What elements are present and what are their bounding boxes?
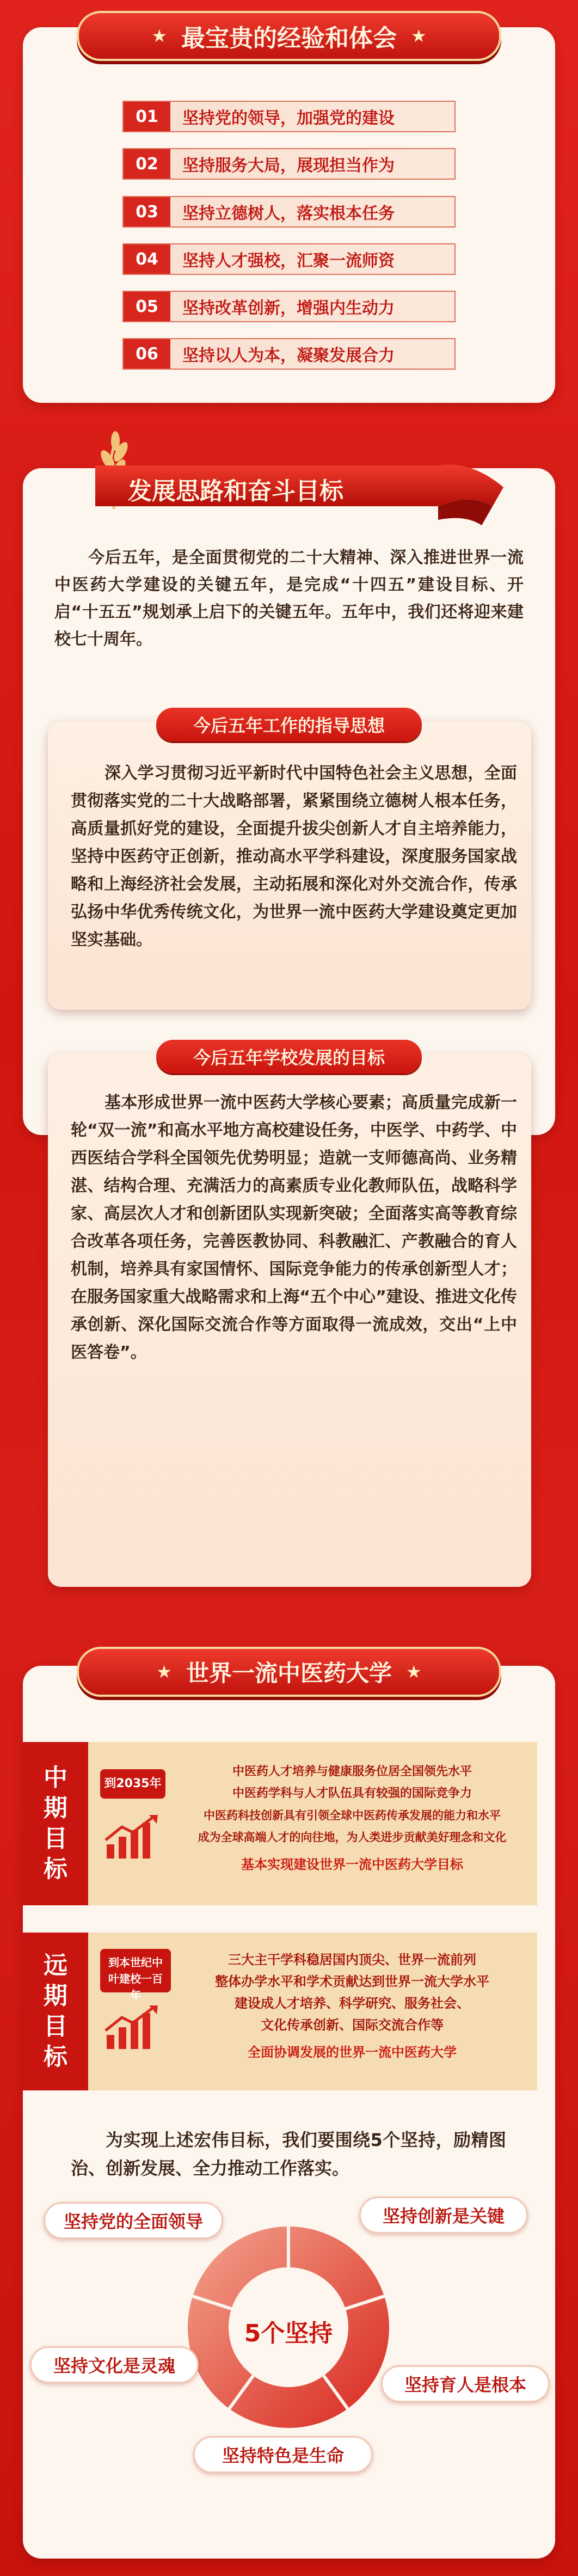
closing-text: 为实现上述宏伟目标，我们要围绕5个坚持，励精图治、创新发展、全力推动工作落实。 xyxy=(71,2130,506,2179)
adherence-characteristics: 坚持特色是生命 xyxy=(193,2436,373,2473)
lesson-text: 坚持立德树人，落实根本任务 xyxy=(182,204,395,223)
long-term-line: 整体办学水平和学术贡献达到世界一流大学水平 xyxy=(215,1974,489,1989)
mid-term-line: 中医药人才培养与健康服务位居全国领先水平 xyxy=(232,1765,472,1778)
long-term-block xyxy=(23,1933,537,2090)
university-banner xyxy=(77,1647,501,1697)
lesson-number: 02 xyxy=(124,149,170,179)
lesson-number: 01 xyxy=(124,102,170,131)
development-intro: 今后五年，是全面贯彻党的二十大精神、深入推进世界一流中医药大学建设的关键五年，是完成“十四五”建设目标、开启“十五五”规划承上启下的关键五年。五年中，我们还将迎来建校七十周年。 xyxy=(54,548,524,649)
long-term-year-badge: 到本世纪中叶建校一百年 xyxy=(100,1949,171,1992)
lesson-text: 坚持服务大局，展现担当作为 xyxy=(182,156,395,175)
lesson-item xyxy=(122,243,456,275)
lesson-number: 06 xyxy=(124,339,170,369)
adherence-culture: 坚持文化是灵魂 xyxy=(30,2346,199,2383)
long-term-conclusion: 全面协调发展的世界一流中医药大学 xyxy=(248,2045,457,2060)
growth-chart-icon xyxy=(103,1813,162,1861)
lesson-number: 05 xyxy=(124,292,170,321)
adherence-innovation: 坚持创新是关键 xyxy=(359,2197,528,2234)
lesson-text: 坚持以人为本，凝聚发展合力 xyxy=(182,346,395,365)
star-icon: ★ xyxy=(151,26,167,46)
lesson-text: 坚持人才强校，汇聚一流师资 xyxy=(182,252,395,271)
guide-text: 深入学习贯彻习近平新时代中国特色社会主义思想，全面贯彻落实党的二十大战略部署，紧紧围绕立德树人根本任务，高质量抓好党的建设，全面提升拔尖创新人才自主培养能力，坚持中医药守正创新，推动高水平学科建设，深度服务国家战略和上海经济社会发展，主动拓展和深化对外交流合作，传承弘扬中华优秀传统文化，为世界一流中医药大学建设奠定更加坚实基础。 xyxy=(71,764,517,949)
mid-term-line: 成为全球高端人才的向往地，为人类进步贡献美好理念和文化 xyxy=(198,1831,507,1844)
development-title: 发展思路和奋斗目标 xyxy=(128,477,343,505)
guide-heading: 今后五年工作的指导思想 xyxy=(156,708,422,741)
mid-term-block xyxy=(23,1742,537,1905)
mid-term-label: 中 期 目 标 xyxy=(23,1742,88,1905)
long-term-label: 远 期 目 标 xyxy=(23,1933,88,2090)
adherence-education: 坚持育人是根本 xyxy=(381,2365,550,2402)
lesson-item xyxy=(122,148,456,180)
lesson-text: 坚持改革创新，增强内生动力 xyxy=(182,299,395,318)
lesson-number: 04 xyxy=(124,244,170,274)
university-title: 世界一流中医药大学 xyxy=(186,1660,392,1686)
star-icon: ★ xyxy=(156,1661,172,1682)
adherence-party-leadership: 坚持党的全面领导 xyxy=(44,2202,223,2239)
lesson-item xyxy=(122,291,456,322)
mid-term-body xyxy=(88,1742,537,1905)
lesson-item xyxy=(122,338,456,370)
long-term-body xyxy=(88,1933,537,2090)
mid-term-line: 中医药学科与人才队伍具有较强的国际竞争力 xyxy=(232,1787,472,1800)
lesson-item xyxy=(122,196,456,228)
experience-banner xyxy=(77,11,501,61)
goal-heading: 今后五年学校发展的目标 xyxy=(156,1040,422,1074)
lesson-text: 坚持党的领导，加强党的建设 xyxy=(182,109,395,128)
mid-term-year-badge: 到2035年 xyxy=(100,1769,165,1799)
lesson-number: 03 xyxy=(124,197,170,226)
star-icon: ★ xyxy=(411,26,427,46)
mid-term-conclusion: 基本实现建设世界一流中医药大学目标 xyxy=(241,1857,463,1872)
mid-term-line: 中医药科技创新具有引领全球中医药传承发展的能力和水平 xyxy=(204,1809,501,1822)
lesson-item xyxy=(122,101,456,132)
long-term-line: 文化传承创新、国际交流合作等 xyxy=(261,2017,444,2033)
growth-chart-icon xyxy=(103,2003,162,2051)
long-term-line: 建设成人才培养、科学研究、服务社会、 xyxy=(235,1996,470,2011)
experience-title: 最宝贵的经验和体会 xyxy=(181,24,397,52)
star-icon: ★ xyxy=(406,1661,422,1682)
long-term-line: 三大主干学科稳居国内顶尖、世界一流前列 xyxy=(228,1952,476,1967)
five-adherence-center: 5个坚持 xyxy=(244,2320,333,2347)
goal-text: 基本形成世界一流中医药大学核心要素；高质量完成新一轮“双一流”和高水平地方高校建设任务，中医学、中药学、中西医结合学科全国领先优势明显；造就一支师德高尚、业务精湛、结构合理、充满活力的高素质专业化教师队伍，战略科学家、高层次人才和创新团队实现新突破；全面落实高等教育综合改革各项任务，完善医教协同、科教融汇、产教融合的育人机制，培养具有家国情怀、国际竞争能力的传承创新型人才；在服务国家重大战略需求和上海“五个中心”建设、推进文化传承创新、深化国际交流合作等方面取得一流成效，交出“上中医答卷”。 xyxy=(71,1093,517,1362)
